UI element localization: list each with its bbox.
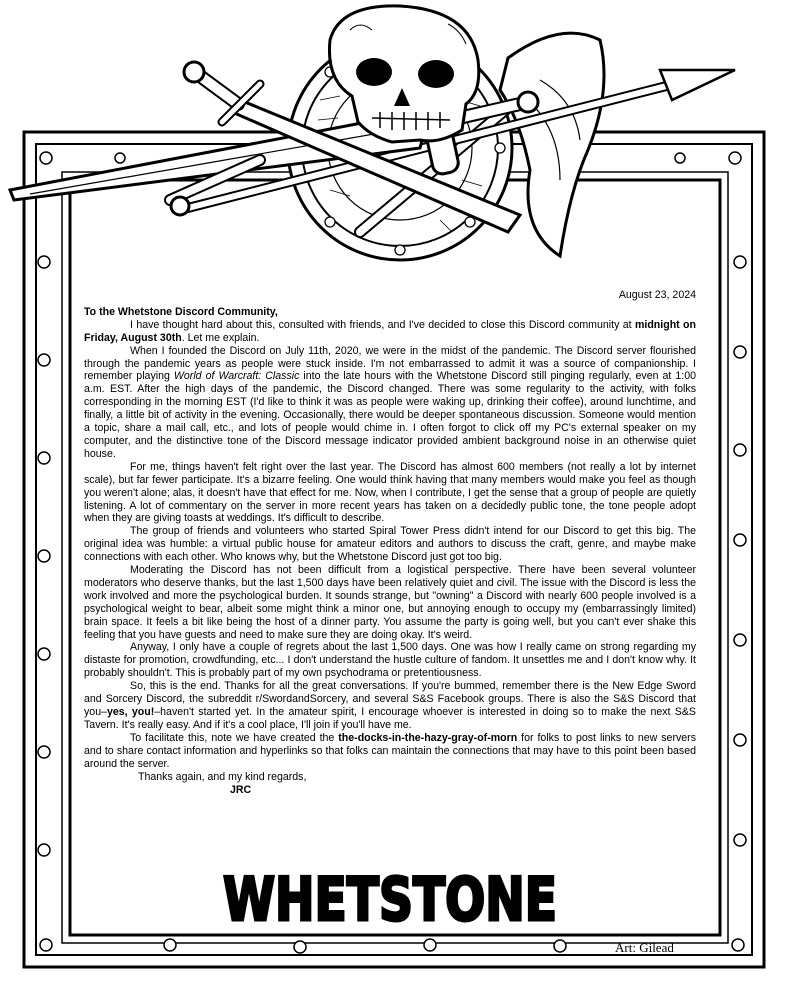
paragraph-8: To facilitate this, note we have created the the-docks-in-the-hazy-gray-of-morn for folks to post links to new servers and to share contact information and hyperlinks so that folks can maintain the connections that may have to this point been based around the server. [84,731,696,770]
whetstone-logo-text: WHETSTONE [223,865,557,935]
letter-body [84,289,696,797]
paragraph-6: Anyway, I only have a couple of regrets about the last 1,500 days. One was how I really came on strong regarding my distaste for promotion, crowdfunding, etc... I don't understand the hustle culture of fandom. It unsettles me and I don't know why. It probably shouldn't. This is probably part of my own psychodrama or pretentiousness. [84,641,696,680]
paragraph-5: Moderating the Discord has not been difficult from a logistical perspective. There have been several volunteer moderators who deserve thanks, but the last 1,500 days have been relatively quiet and civil. The issue with the Discord is less the work involved and more the psychological burden. It sounds strange, but "owning" a Discord with nearly 600 people involved is a psychological weight to bear, albeit some might think a minor one, but annoying enough to occupy my (embarrassingly limited) brain space. It feels a bit like being the host of a dinner party. You assume the party is going well, but you can't ever shake this feeling that you have guests and need to make sure they are doing okay. It's weird. [84,564,696,641]
closing-date-emphasis: midnight on Friday, August 30th [84,318,697,344]
whetstone-logo [220,862,560,935]
paragraph-3: For me, things haven't felt right over the last year. The Discord has almost 600 members (not really a lot by internet scale), but far fewer participate. It's a bizarre feeling. One would think having that many members would make you feel as though you weren't alone; alas, it doesn't have that effect for me. Now, when I contribute, I get the sense that a group of people are quietly listening. A lot of commentary on the server in more recent years has taken on a decidedly public tone, the tone people adopt when they are giving toasts at weddings. It's difficult to describe. [84,460,696,525]
art-credit: Art: Gilead [615,940,674,955]
paragraph-1: I have thought hard about this, consulted with friends, and I've decided to close this Discord community at midnight on Friday, August 30th. Let me explain. [84,318,697,344]
paragraph-7: So, this is the end. Thanks for all the great conversations. If you're bummed, remember there is the New Edge Sword and Sorcery Discord, the subreddit r/SwordandSorcery, and several S&S Facebook groups. There is also the S&S Discord that you–yes, you!–haven't started yet. In the amateur spirit, I encourage whoever is interested in doing so to make the next S&S Tavern. It's really easy. And if it's a cool place, I'll join if you'll have me. [84,680,696,731]
paragraph-4: The group of friends and volunteers who started Spiral Tower Press didn't intend for our Discord to get this big. The original idea was humble: a virtual public house for amateur editors and authors to discuss the craft, genre, and maybe make connections with each other. Who knows why, but the Whetstone Discord just got too big. [84,525,696,564]
letter-closing: Thanks again, and my kind regards, [138,770,307,783]
yes-you-emphasis: yes, you! [106,706,155,718]
channel-name: the-docks-in-the-hazy-gray-of-morn [338,731,518,744]
letter-salutation: To the Whetstone Discord Community, [84,305,278,318]
game-title: World of Warcraft: Classic [173,370,300,383]
letter-date: August 23, 2024 [618,289,696,301]
letter-signature: JRC [230,784,252,797]
paragraph-2: When I founded the Discord on July 11th, 2020, we were in the midst of the pandemic. The Discord server flourished through the pandemic years as people were stuck inside. I'm not embarrassed to admit it was a source of companionship. I remember playing World of Warcraft: Classic into the late hours with the Whetstone Discord still pinging regularly, even at 1:00 a.m. EST. After the high days of the pandemic, the Discord changed. There was some regularity to the activity, with folks corresponding in the morning EST (I'd like to think it was as people were waking up, drinking their coffee), around lunchtime, and finally, a little bit of activity in the evening. Occasionally, there would be deeper spontaneous discussion. Someone would mention a topic, share a mail call, etc., and lots of people would chime in. I often forgot to click off my PC's external speaker on my computer, and the distinctive tone of the Discord message indicator provided ambient background noise in an otherwise quiet house. [84,344,696,460]
